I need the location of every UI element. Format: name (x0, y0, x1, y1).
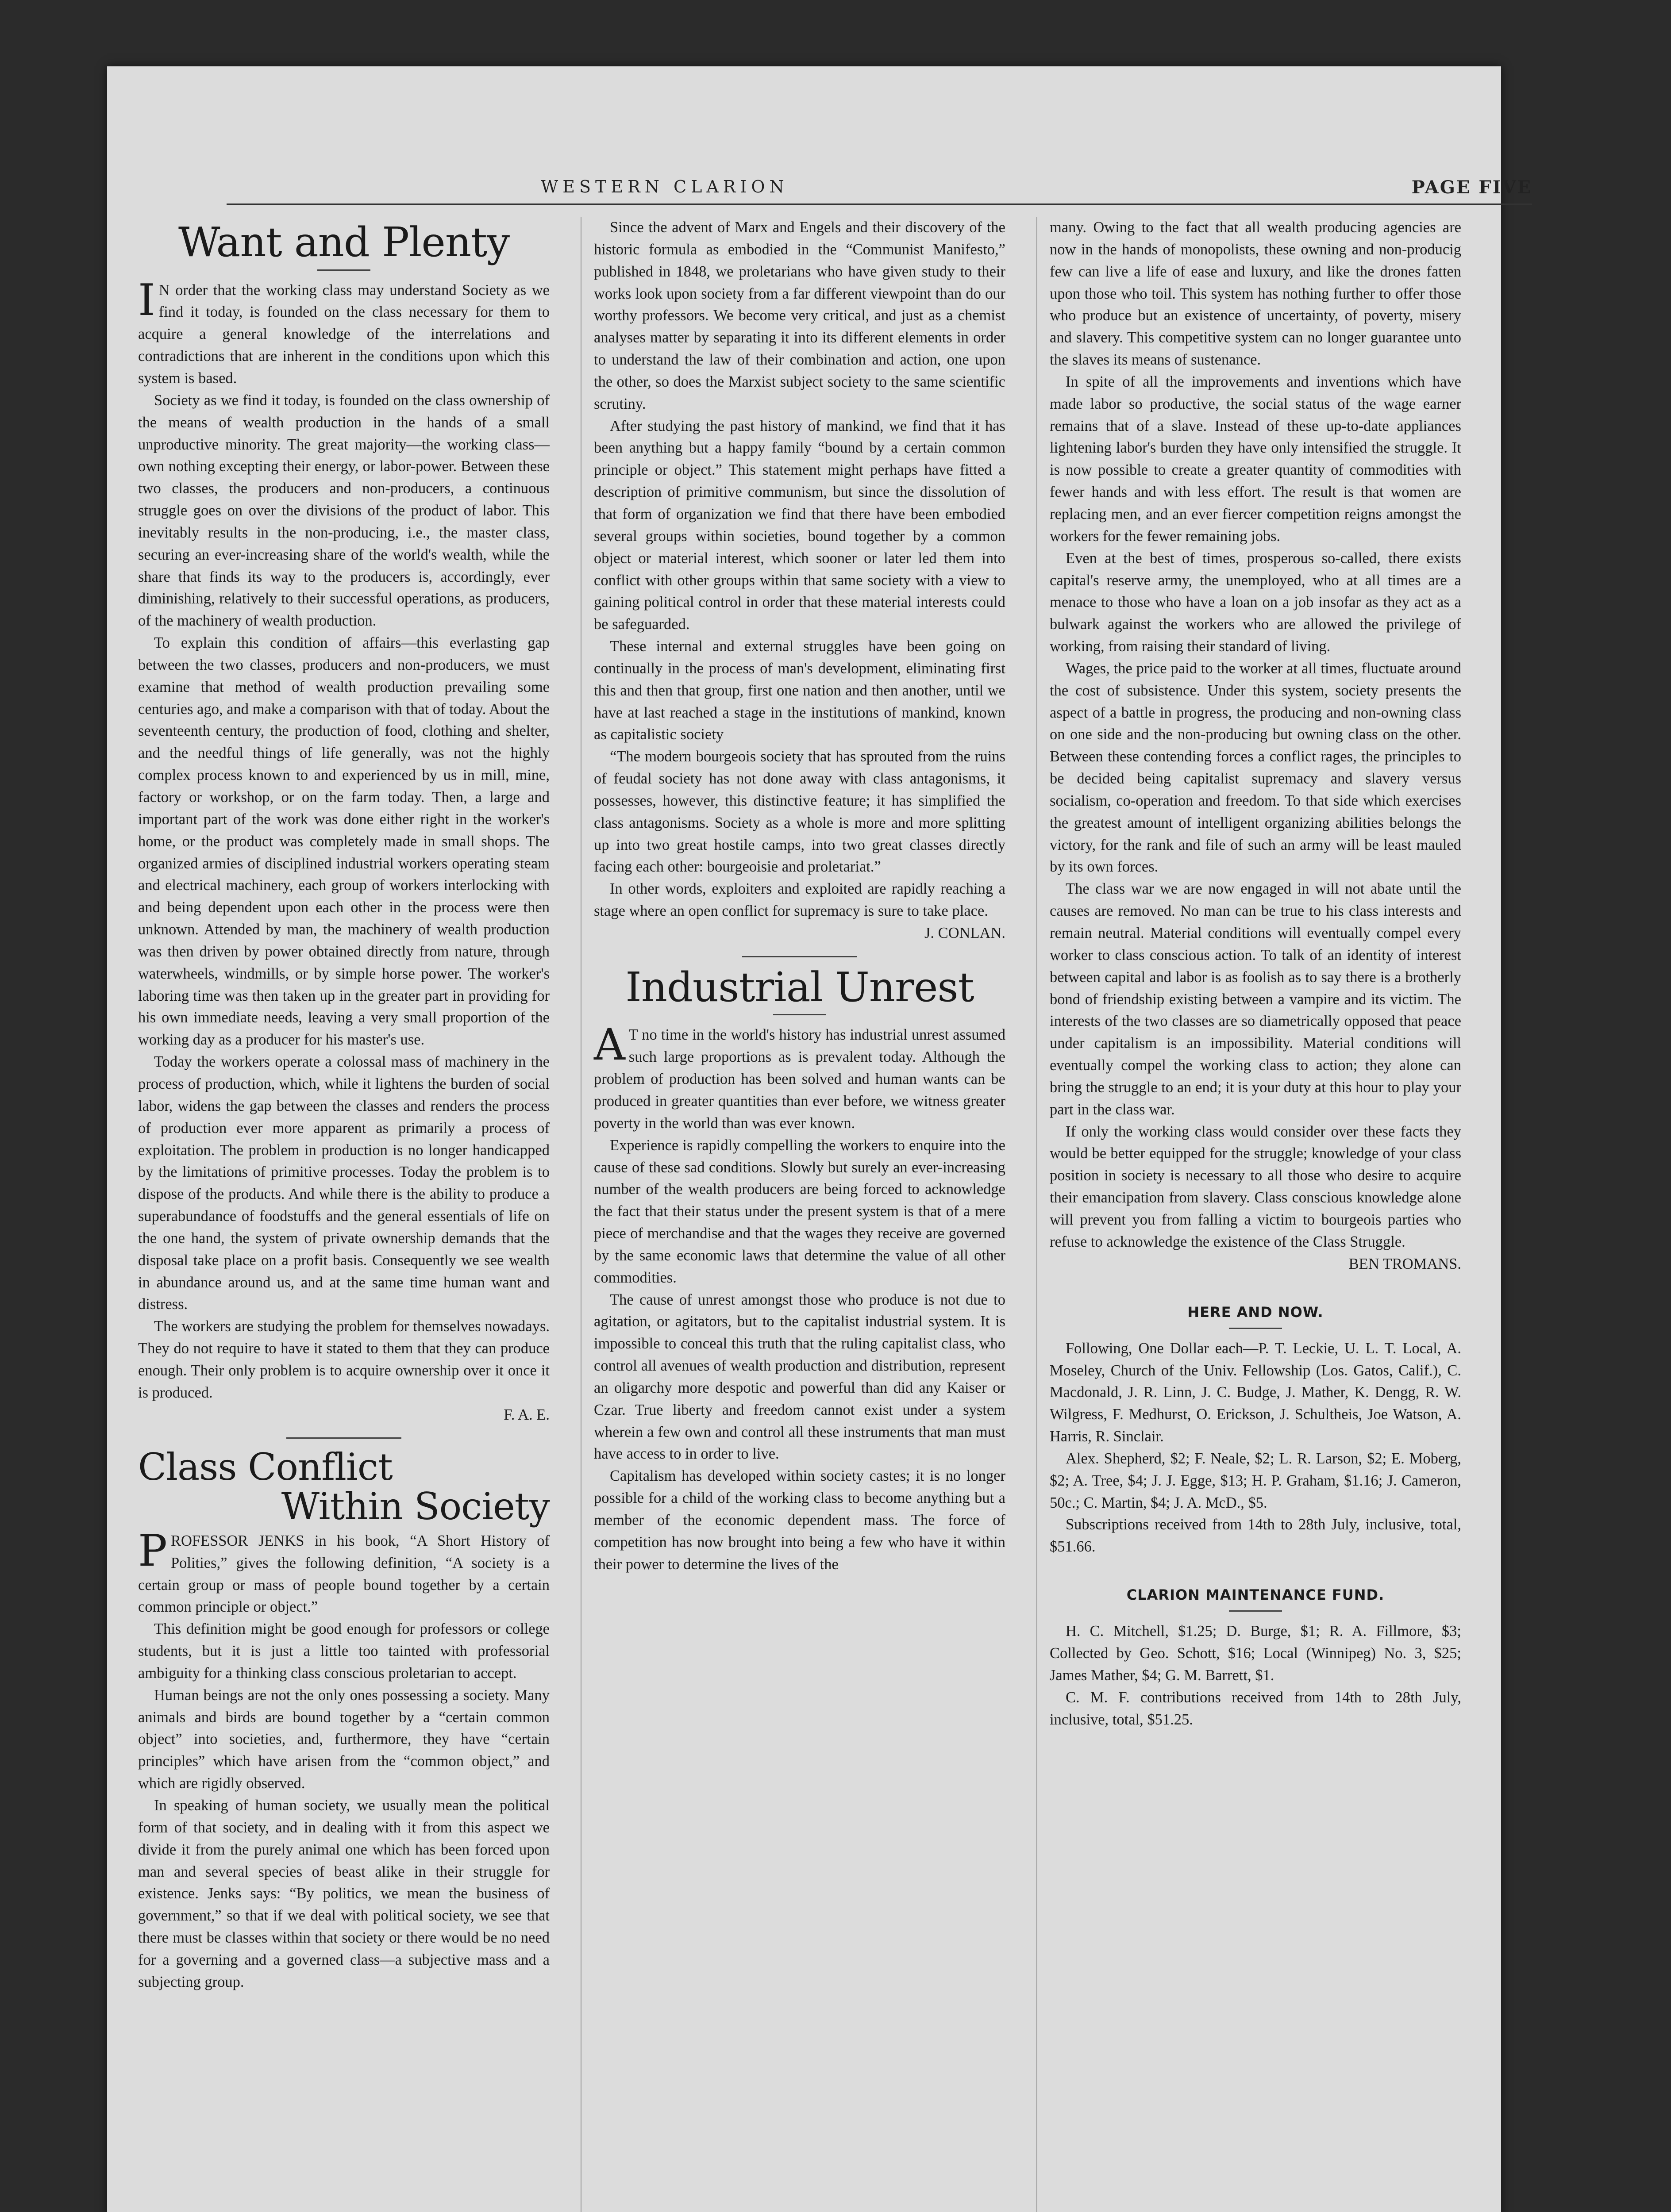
column-divider (1036, 217, 1037, 2212)
separator-rule (742, 956, 857, 957)
article-paragraph: If only the working class would consider over these facts they would be better equipped for the struggle; knowledge of your class position in society is necessary to all those who desire to acquire their emancipation from slavery. Class conscious knowledge alone will prevent you from falling a victim to bourgeois parties who refuse to acknowledge the existence of the Class Struggle. (1050, 1123, 1461, 1250)
article-paragraph: Since the advent of Marx and Engels and their discovery of the historic formula as embodied in the “Communist Manifesto,” published in 1848, we proletarians who have given study to their works look upon society from a far different viewpoint than do our worthy professors. We become very critical, and just as a chemist analyses matter by separating it into its different elements in order to understand the law of their combination and action, one upon the other, so does the Marxist subject society to the same scientific scrutiny. (594, 219, 1005, 412)
section-heading: CLARION MAINTENANCE FUND. (1126, 1586, 1385, 1604)
column-2 (594, 217, 1005, 2212)
title-rule (317, 269, 370, 271)
article-author: F. A. E. (504, 1406, 550, 1423)
title-rule (773, 1014, 826, 1015)
drop-cap: P (138, 1525, 167, 1576)
drop-cap: A (594, 1020, 625, 1071)
article-paragraph: many. Owing to the fact that all wealth producing agencies are now in the hands of monopolists, these owning and non-producig few can live a life of ease and luxury, and like the drones fatten upon those who toil. This system has nothing further to offer those who produce but an existence of uncertainty, of poverty, misery and slavery. This competitive system can no longer guarantee unto the slaves its means of sustenance. (1050, 219, 1461, 369)
article-author: BEN TROMANS. (1348, 1255, 1461, 1272)
list-paragraph: C. M. F. contributions received from 14th to 28th July, inclusive, total, $51.25. (1050, 1689, 1461, 1728)
drop-cap: I (138, 275, 155, 326)
article-paragraph: I N order that the working class may understand Society as we find it today, is founded on the class necessary for them to acquire a general knowledge of the interrelations and contradictions that are inherent in the conditions upon which this system is based. (138, 275, 550, 387)
article-paragraph: The class war we are now engaged in will not abate until the causes are removed. No man can be true to his class interests and remain neutral. Material conditions will eventually compel every worker to class conscious action. To talk of an identity of interest between capital and labor is as foolish as to say there is a brotherly bond of friendship existing between a vampire and its victim. The interests of the two classes are so diametrically opposed that peace under capitalism is an impossibility. Material conditions will eventually compel the working class to action; they alone can bring the struggle to an end; it is your duty at this hour to play your part in the class war. (1050, 880, 1461, 1118)
article-paragraph: “The modern bourgeois society that has sprouted from the ruins of feudal society has not done away with class antagonisms, it possesses, however, this distinctive feature; it has simplified the class antagonisms. Society as a whole is more and more splitting up into two great hostile camps, into two great classes directly facing each other: bourgeoisie and proletariat.” (594, 748, 1005, 876)
heading-rule (1229, 1328, 1282, 1329)
column-3 (1050, 217, 1461, 2212)
article-paragraph: These internal and external struggles have been going on continually in the process of man's development, eliminating first this and then that group, first one nation and then another, until we have at last reached a stage in the institutions of mankind, known as capitalistic society (594, 638, 1005, 743)
article-paragraph: The workers are studying the problem for themselves nowadays. They do not require to have it stated to them that they can produce enough. Their only problem is to acquire ownership over it once it is produced. (138, 1318, 550, 1401)
newspaper-page (107, 66, 1532, 2212)
list-paragraph: H. C. Mitchell, $1.25; D. Burge, $1; R. A. Fillmore, $3; Collected by Geo. Schott, $16; Local (Winnipeg) No. 3, $25; James Mather, $4; G. M. Barrett, $1. (1050, 1623, 1461, 1684)
article-paragraph: A T no time in the world's history has industrial unrest assumed such large proportions as is prevalent today. Although the problem of production has been solved and human wants can be produced in greater quantities than ever before, we witness greater poverty in the world than was ever known. (594, 1020, 1005, 1132)
article-paragraph: In spite of all the improvements and inventions which have made labor so productive, the social status of the wage earner remains that of a slave. Instead of these up-to-date appliances lightening labor's burden they have only intensified the struggle. It is now possible to create a greater quantity of commodities with fewer hands and with less effort. The result is that women are replacing men, and an ever fiercer competition reigns amongst the workers for the fewer remaining jobs. (1050, 373, 1461, 545)
article-paragraph: Capitalism has developed within society castes; it is no longer possible for a child of the working class to become anything but a member of the economic dependent mass. The force of competition has now brought into being a few who have it within their power to determine the lives of the (594, 1467, 1005, 1573)
article-title: Want and Plenty (178, 219, 510, 266)
article-paragraph: Society as we find it today, is founded on the class ownership of the means of wealth production in the hands of a small unproductive minority. The great majority—the working class—own nothing excepting their energy, or labor-power. Between these two classes, the producers and non-producers, a continuous struggle goes on over the divisions of the product of labor. This inevitably results in the non-producing, i.e., the master class, securing an ever-increasing share of the world's wealth, while the share that finds its way to the producers is, accordingly, ever diminishing, relatively to their successful operations, as producers, of the machinery of wealth production. (138, 392, 550, 630)
article-paragraph: In other words, exploiters and exploited are rapidly reaching a stage where an open conflict for supremacy is sure to take place. (594, 880, 1005, 920)
article-paragraph: This definition might be good enough for professors or college students, but it is just a little too tainted with professorial ambiguity for a thinking class conscious proletarian to accept. (138, 1621, 550, 1682)
newspaper-title: WESTERN CLARION (541, 177, 789, 196)
article-paragraph: The cause of unrest amongst those who produce is not due to agitation, or agitators, but to the capitalist industrial system. It is impossible to conceal this truth that the ruling capitalist class, who control all avenues of wealth production and distribution, represent an oligarchy more despotic and powerful than did any Kaiser or Czar. True liberty and freedom cannot exist under a system wherein a few own and control all these instruments that man must have access to in order to live. (594, 1291, 1005, 1463)
list-paragraph: Following, One Dollar each—P. T. Leckie, U. L. T. Local, A. Moseley, Church of the Univ. Fellowship (Los. Gatos, Calif.), C. Macdonald, J. R. Linn, J. C. Budge, J. Mather, K. Dengg, R. W. Wilgress, F. Medhurst, O. Erickson, J. Schultheis, Joe Watson, A. Harris, R. Sinclair. (1050, 1340, 1461, 1445)
article-paragraph: Human beings are not the only ones possessing a society. Many animals and birds are bound together by a “certain common object” into societies, and, furthermore, they have “certain principles” which have arisen from the “common object,” and which are rigidly observed. (138, 1686, 550, 1792)
page-number: PAGE FIVE (1411, 177, 1532, 198)
section-heading: HERE AND NOW. (1187, 1303, 1324, 1321)
heading-rule (1229, 1610, 1282, 1612)
article-paragraph: To explain this condition of affairs—this everlasting gap between the two classes, producers and non-producers, we must examine that method of wealth production prevailing some centuries ago, and make a comparison with that of today. About the seventeenth century, the production of food, clothing and shelter, and the needful things of life generally, was not the highly complex process known to and experienced by us in mill, mine, factory or workshop, or on the farm today. Then, a large and important part of the work was done either right in the worker's home, or the product was completely made in small shops. The organized armies of disciplined industrial workers operating steam and electrical machinery, each group of workers interlocking with and being dependent upon each other in the process were then unknown. Attended by man, the machinery of wealth production was then driven by power obtained directly from nature, through waterwheels, windmills, or by simple horse power. The worker's laboring time was then taken up in the greater part in providing for his own immediate needs, leaving a very small proportion of the working day as a producer for his master's use. (138, 634, 550, 1048)
article-title: Industrial Unrest (625, 963, 974, 1011)
article-author: J. CONLAN. (924, 925, 1005, 941)
article-paragraph: Even at the best of times, prosperous so-called, there exists capital's reserve army, the unemployed, who at all times are a menace to those who have a loan on a job insofar as they act as a bulwark against the workers who are allowed the privilege of working, from raising their standard of living. (1050, 549, 1461, 655)
article-paragraph: After studying the past history of mankind, we find that it has been anything but a happy family “bound by a certain common principle or object.” This statement might perhaps have fitted a description of primitive communism, but since the dissolution of that form of organization we find that there have been embodied several groups within societies, bound together by a common object or material interest, which sooner or later led them into conflict with other groups within that same society with a view to gaining political control in order that these material interests could be safeguarded. (594, 417, 1005, 633)
article-title: Class Conflict Within Society (138, 1445, 550, 1528)
masthead (227, 177, 1532, 212)
masthead-rule (227, 204, 1532, 205)
list-paragraph: Subscriptions received from 14th to 28th July, inclusive, total, $51.66. (1050, 1516, 1461, 1555)
article-paragraph: Wages, the price paid to the worker at all times, fluctuate around the cost of subsistence. Under this system, society presents the aspect of a battle in progress, the producing and non-owning class on one side and the non-producing but owning class on the other. Between these contending forces a conflict rages, the principles to be decided being capitalist supremacy and slavery versus socialism, co-operation and freedom. To that side which exercises the greatest amount of intelligent organizing abilities belongs the victory, for the rank and file of such an army will be least mauled by its own forces. (1050, 660, 1461, 876)
article-paragraph: Today the workers operate a colossal mass of machinery in the process of production, which, while it lightens the burden of social labor, widens the gap between the classes and renders the process of production ever more apparent as primarily a process of exploitation. The problem in production is no longer handicapped by the limitations of primitive processes. Today the problem is to dispose of the products. And while there is the ability to produce a superabundance of foodstuffs and the general essentials of life on the one hand, the system of private ownership demands that the disposal take place on a profit basis. Consequently we see wealth in abundance around us, and at the same time human want and distress. (138, 1053, 550, 1313)
list-paragraph: Alex. Shepherd, $2; F. Neale, $2; L. R. Larson, $2; E. Moberg, $2; A. Tree, $4; J. J. Egge, $13; H. P. Graham, $1.16; J. Cameron, 50c.; C. Martin, $4; J. A. McD., $5. (1050, 1450, 1461, 1511)
article-paragraph: PROFESSOR JENKS in his book, “A Short History of Polities,” gives the following definition, “A society is a certain group or mass of people bound together by a certain common principle or object.” (138, 1525, 550, 1616)
separator-rule (286, 1437, 401, 1439)
article-paragraph: Experience is rapidly compelling the workers to enquire into the cause of these sad conditions. Slowly but surely an ever-increasing number of the wealth producers are being forced to acknowledge the fact that their status under the present system is that of a mere piece of merchandise and that the wages they receive are governed by the same economic laws that determine the value of all other commodities. (594, 1137, 1005, 1286)
column-1 (138, 217, 550, 2212)
article-paragraph: In speaking of human society, we usually mean the political form of that society, and in dealing with it from this aspect we divide it from the purely animal one which has been forced upon man and several species of beast alike in their struggle for existence. Jenks says: “By politics, we mean the business of government,” so that if we deal with political society, we see that there must be classes within that society or there would be no need for a governing and a governed class—a subjective mass and a subjecting group. (138, 1797, 550, 1990)
